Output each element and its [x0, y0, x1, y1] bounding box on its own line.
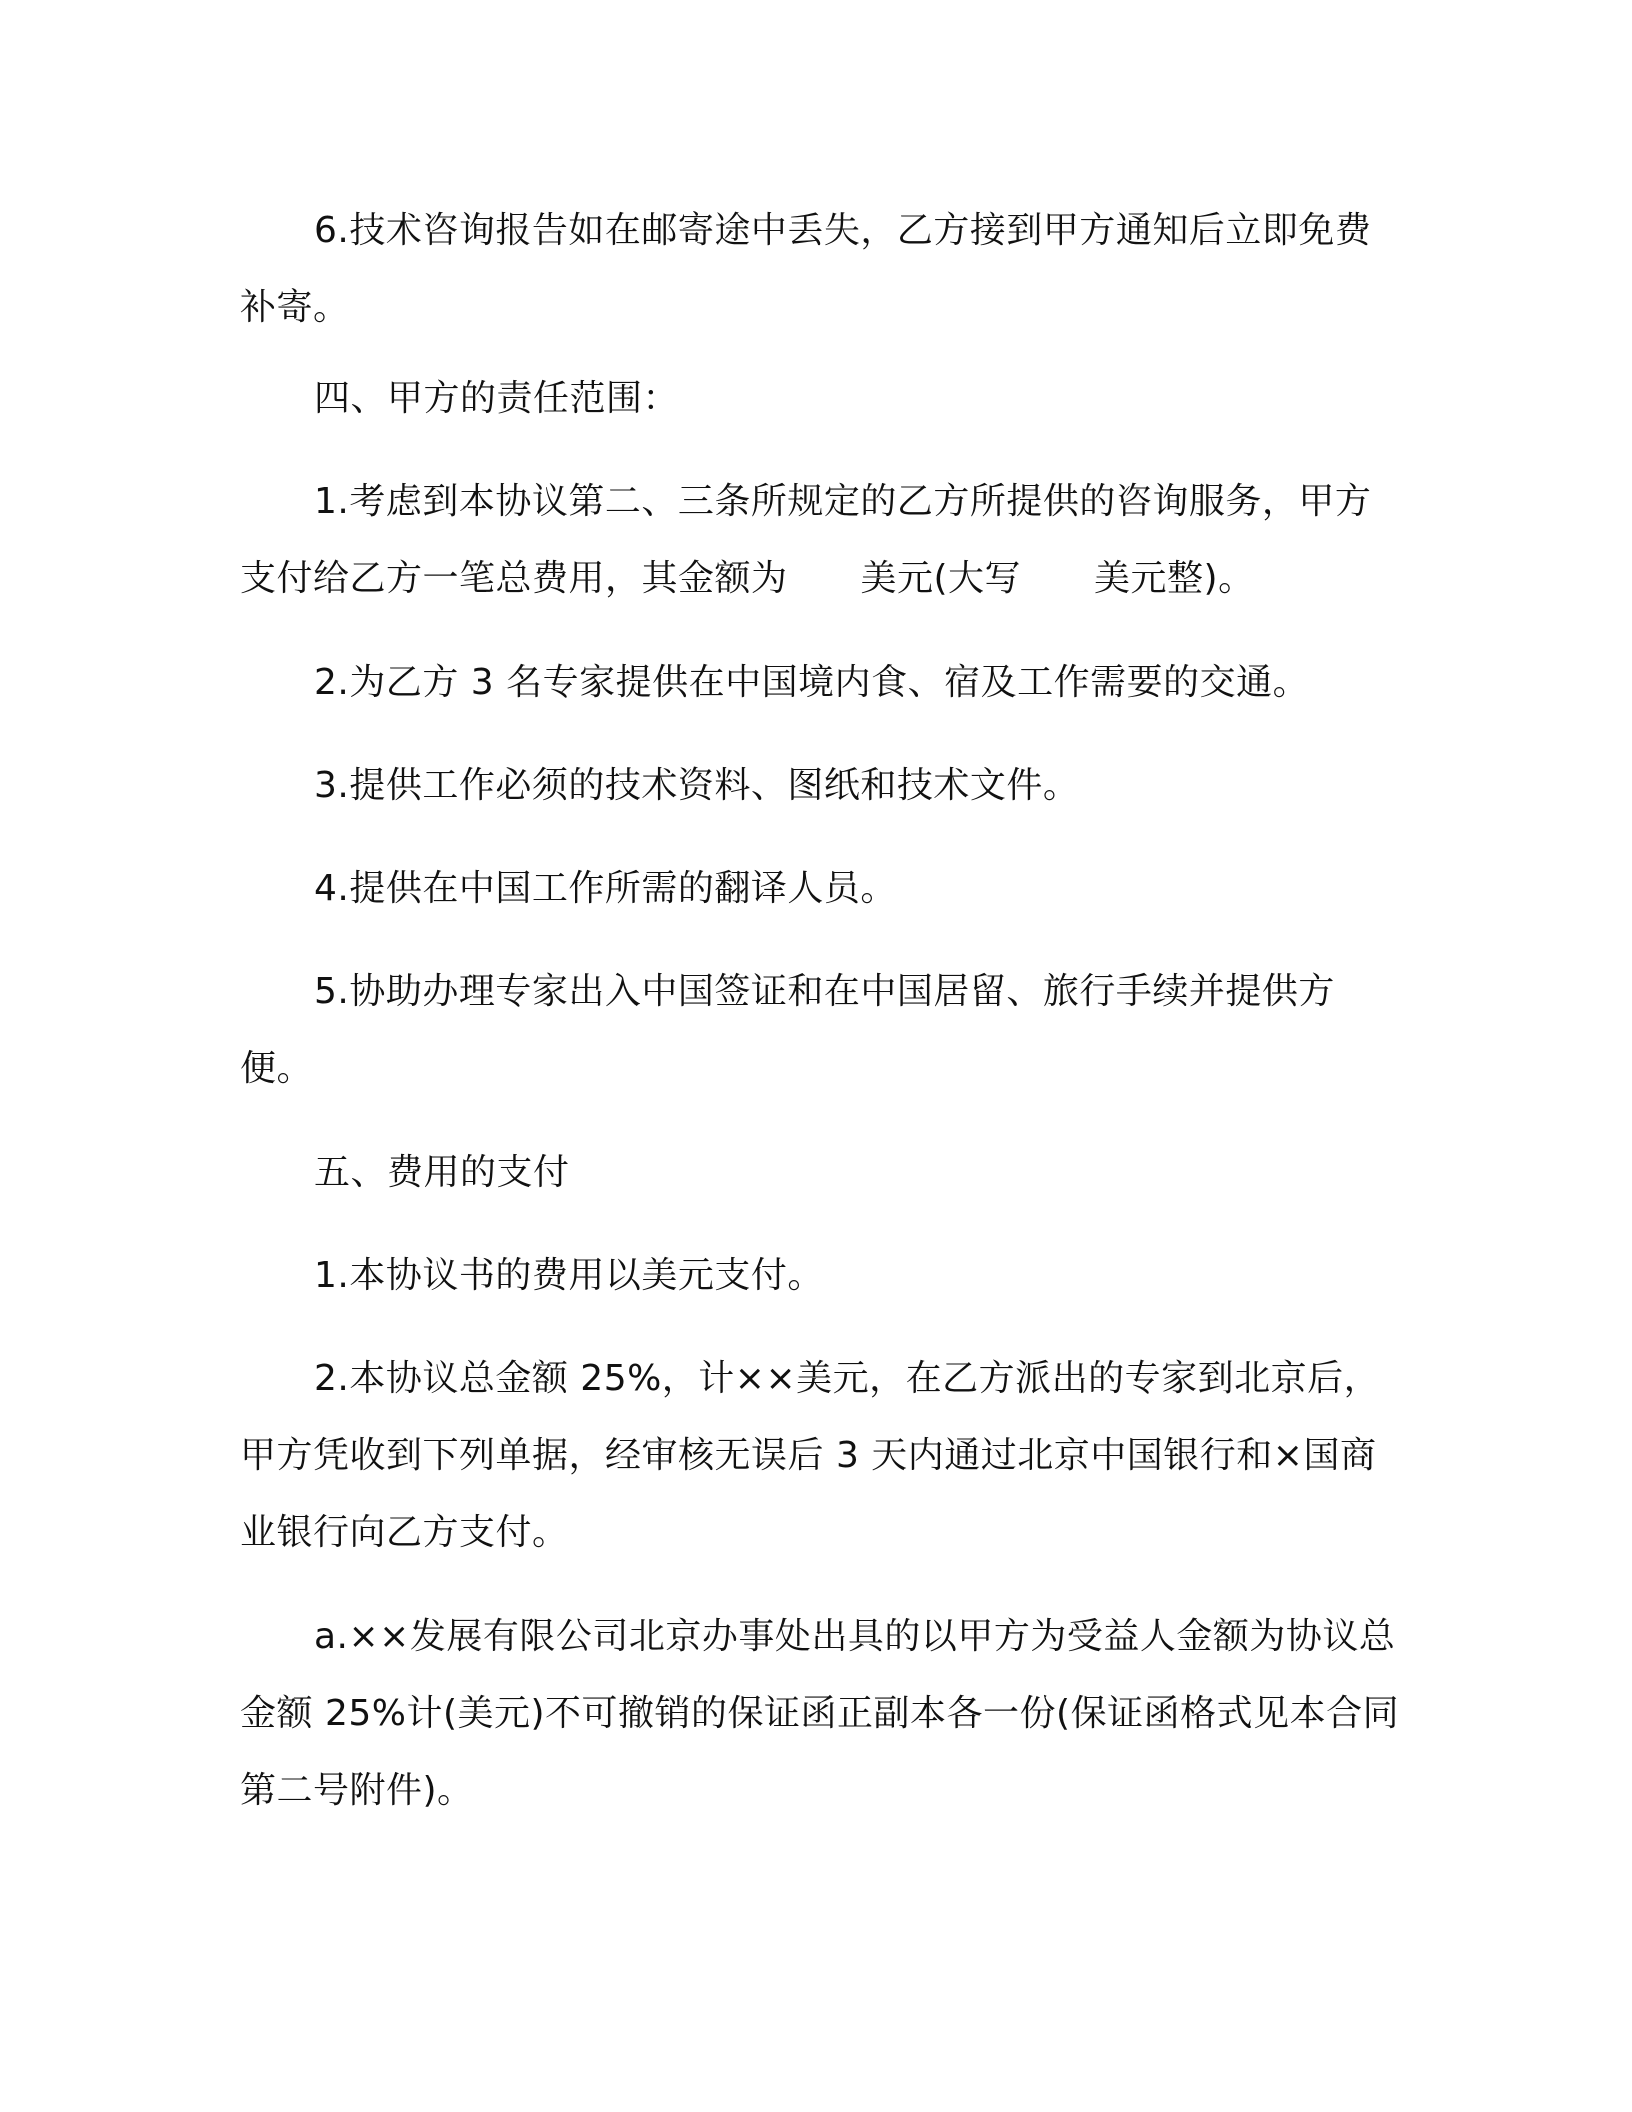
- paragraph-4-2: 2.为乙方 3 名专家提供在中国境内食、宿及工作需要的交通。: [314, 662, 1310, 703]
- paragraph-5-2: 2.本协议总金额 25%，计××美元，在乙方派出的专家到北京后，甲方凭收到下列单据，经审核无误后 3 天内通过北京中国银行和×国商业银行向乙方支付。: [240, 1358, 1381, 1553]
- paragraph-4-4: 4.提供在中国工作所需的翻译人员。: [314, 868, 897, 909]
- paragraph-5-2-a: a.××发展有限公司北京办事处出具的以甲方为受益人金额为协议总金额 25%计(美元)不可撤销的保证函正副本各一份(保证函格式见本合同第二号附件)。: [240, 1616, 1400, 1811]
- paragraph-4-5: 5.协助办理专家出入中国签证和在中国居留、旅行手续并提供方便。: [240, 971, 1335, 1089]
- section-heading-4: 四、甲方的责任范围：: [314, 378, 680, 419]
- section-heading-5: 五、费用的支付: [314, 1152, 570, 1193]
- paragraph-4-3: 3.提供工作必须的技术资料、图纸和技术文件。: [314, 765, 1080, 806]
- paragraph-4-1: 1.考虑到本协议第二、三条所规定的乙方所提供的咨询服务，甲方支付给乙方一笔总费用，其金额为 美元(大写 美元整)。: [240, 481, 1372, 599]
- paragraph-5-1: 1.本协议书的费用以美元支付。: [314, 1255, 824, 1296]
- paragraph-3-6: 6.技术咨询报告如在邮寄途中丢失，乙方接到甲方通知后立即免费补寄。: [240, 210, 1372, 328]
